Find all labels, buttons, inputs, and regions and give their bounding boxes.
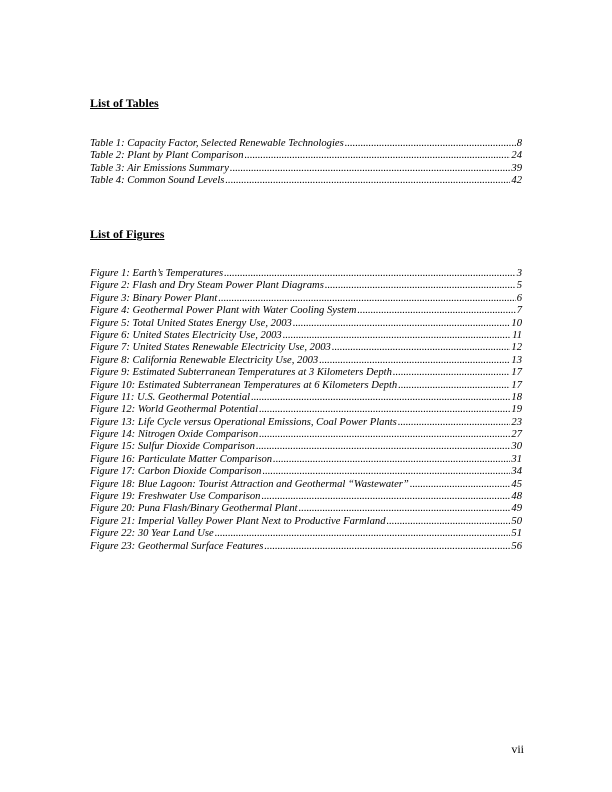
- toc-entry-label: Figure 15: Sulfur Dioxide Comparison: [90, 441, 255, 453]
- dot-leader: [264, 541, 510, 553]
- dot-leader: [215, 528, 511, 540]
- dot-leader: [251, 392, 510, 404]
- toc-entry-page-number: 45: [511, 478, 522, 490]
- dot-leader: [224, 268, 516, 280]
- toc-entry-page-number: 39: [511, 162, 522, 174]
- tables-list: [90, 138, 522, 188]
- toc-entry-page-number: 24: [511, 150, 522, 162]
- dot-leader: [230, 163, 510, 175]
- toc-entry-label: Figure 6: United States Electricity Use, 2003: [90, 329, 282, 341]
- list-of-figures-heading: List of Figures: [90, 227, 165, 241]
- toc-entry-page-number: 11: [512, 329, 522, 341]
- toc-entry-label: Figure 21: Imperial Valley Power Plant Next to Productive Farmland: [90, 515, 386, 527]
- table-toc-entry[interactable]: [90, 150, 522, 162]
- toc-entry-label: Figure 18: Blue Lagoon: Tourist Attraction and Geothermal “Wastewater”: [90, 478, 409, 490]
- figure-toc-entry[interactable]: [90, 454, 522, 466]
- dot-leader: [387, 516, 511, 528]
- toc-entry-label: Figure 19: Freshwater Use Comparison: [90, 491, 261, 503]
- list-of-tables-heading: List of Tables: [90, 96, 159, 110]
- toc-entry-label: Figure 7: United States Renewable Electricity Use, 2003: [90, 342, 331, 354]
- toc-entry-page-number: 42: [511, 175, 522, 187]
- figures-list: [90, 268, 522, 553]
- figure-toc-entry[interactable]: [90, 491, 522, 503]
- figure-toc-entry[interactable]: [90, 268, 522, 280]
- toc-entry-page-number: 17: [511, 379, 522, 391]
- figure-toc-entry[interactable]: [90, 429, 522, 441]
- toc-entry-page-number: 7: [516, 305, 522, 317]
- toc-entry-page-number: 17: [511, 367, 522, 379]
- dot-leader: [218, 293, 515, 305]
- toc-entry-label: Figure 16: Particulate Matter Comparison: [90, 453, 273, 465]
- toc-entry-label: Figure 22: 30 Year Land Use: [90, 528, 214, 540]
- dot-leader: [332, 342, 511, 354]
- table-toc-entry[interactable]: [90, 163, 522, 175]
- figure-toc-entry[interactable]: [90, 441, 522, 453]
- toc-entry-label: Figure 23: Geothermal Surface Features: [90, 540, 264, 552]
- toc-entry-page-number: 23: [511, 416, 522, 428]
- toc-entry-label: Figure 4: Geothermal Power Plant with Water Cooling System: [90, 305, 357, 317]
- dot-leader: [410, 479, 511, 491]
- dot-leader: [259, 404, 510, 416]
- toc-entry-label: Figure 8: California Renewable Electricity Use, 2003: [90, 354, 319, 366]
- toc-entry-page-number: 27: [511, 429, 522, 441]
- dot-leader: [319, 355, 510, 367]
- dot-leader: [283, 330, 511, 342]
- dot-leader: [393, 367, 511, 379]
- toc-entry-page-number: 56: [511, 540, 522, 552]
- figure-toc-entry[interactable]: [90, 330, 522, 342]
- toc-entry-page-number: 3: [516, 268, 522, 279]
- figure-toc-entry[interactable]: [90, 280, 522, 292]
- figure-toc-entry[interactable]: [90, 305, 522, 317]
- toc-entry-label: Table 4: Common Sound Levels: [90, 175, 225, 187]
- dot-leader: [398, 380, 510, 392]
- toc-entry-label: Figure 12: World Geothermal Potential: [90, 404, 259, 416]
- toc-entry-page-number: 34: [511, 466, 522, 478]
- figure-toc-entry[interactable]: [90, 417, 522, 429]
- toc-entry-page-number: 49: [511, 503, 522, 515]
- dot-leader: [262, 466, 510, 478]
- figure-toc-entry[interactable]: [90, 392, 522, 404]
- toc-entry-page-number: 18: [511, 391, 522, 403]
- dot-leader: [225, 175, 510, 187]
- toc-entry-label: Table 1: Capacity Factor, Selected Renewable Technologies: [90, 138, 344, 149]
- toc-entry-label: Figure 1: Earth’s Temperatures: [90, 268, 224, 279]
- dot-leader: [261, 491, 510, 503]
- figure-toc-entry[interactable]: [90, 318, 522, 330]
- dot-leader: [245, 150, 511, 162]
- table-toc-entry[interactable]: [90, 175, 522, 187]
- dot-leader: [273, 454, 510, 466]
- toc-entry-page-number: 13: [511, 354, 522, 366]
- toc-entry-label: Figure 11: U.S. Geothermal Potential: [90, 391, 251, 403]
- figure-toc-entry[interactable]: [90, 516, 522, 528]
- dot-leader: [345, 138, 516, 150]
- dot-leader: [293, 318, 511, 330]
- toc-entry-label: Figure 14: Nitrogen Oxide Comparison: [90, 429, 259, 441]
- figure-toc-entry[interactable]: [90, 380, 522, 392]
- toc-entry-page-number: 48: [511, 491, 522, 503]
- figure-toc-entry[interactable]: [90, 541, 522, 553]
- figure-toc-entry[interactable]: [90, 367, 522, 379]
- toc-entry-label: Figure 20: Puna Flash/Binary Geothermal Plant: [90, 503, 298, 515]
- toc-entry-label: Figure 3: Binary Power Plant: [90, 292, 218, 304]
- page-number: vii: [511, 742, 524, 756]
- toc-entry-page-number: 6: [516, 292, 522, 304]
- toc-entry-page-number: 31: [511, 453, 522, 465]
- figure-toc-entry[interactable]: [90, 466, 522, 478]
- toc-entry-label: Figure 17: Carbon Dioxide Comparison: [90, 466, 262, 478]
- toc-entry-page-number: 30: [511, 441, 522, 453]
- toc-entry-page-number: 19: [511, 404, 522, 416]
- table-toc-entry[interactable]: [90, 138, 522, 150]
- figure-toc-entry[interactable]: [90, 503, 522, 515]
- figure-toc-entry[interactable]: [90, 479, 522, 491]
- figure-toc-entry[interactable]: [90, 293, 522, 305]
- toc-entry-page-number: 5: [516, 280, 522, 292]
- toc-entry-label: Figure 2: Flash and Dry Steam Power Plant Diagrams: [90, 280, 324, 292]
- figure-toc-entry[interactable]: [90, 404, 522, 416]
- toc-entry-label: Table 3: Air Emissions Summary: [90, 162, 229, 174]
- toc-entry-label: Figure 5: Total United States Energy Use, 2003: [90, 317, 292, 329]
- toc-entry-label: Table 2: Plant by Plant Comparison: [90, 150, 244, 162]
- dot-leader: [398, 417, 511, 429]
- dot-leader: [256, 441, 510, 453]
- dot-leader: [259, 429, 510, 441]
- toc-entry-page-number: 10: [511, 317, 522, 329]
- toc-entry-label: Figure 9: Estimated Subterranean Temperatures at 3 Kilometers Depth: [90, 367, 392, 379]
- figure-toc-entry[interactable]: [90, 528, 522, 540]
- dot-leader: [299, 503, 511, 515]
- dot-leader: [357, 305, 515, 317]
- toc-entry-label: Figure 10: Estimated Subterranean Temperatures at 6 Kilometers Depth: [90, 379, 398, 391]
- figure-toc-entry[interactable]: [90, 355, 522, 367]
- toc-entry-page-number: 50: [511, 515, 522, 527]
- dot-leader: [325, 280, 516, 292]
- toc-entry-page-number: 51: [511, 528, 522, 540]
- figure-toc-entry[interactable]: [90, 342, 522, 354]
- toc-entry-page-number: 8: [516, 138, 522, 149]
- toc-entry-page-number: 12: [511, 342, 522, 354]
- toc-entry-label: Figure 13: Life Cycle versus Operational Emissions, Coal Power Plants: [90, 416, 397, 428]
